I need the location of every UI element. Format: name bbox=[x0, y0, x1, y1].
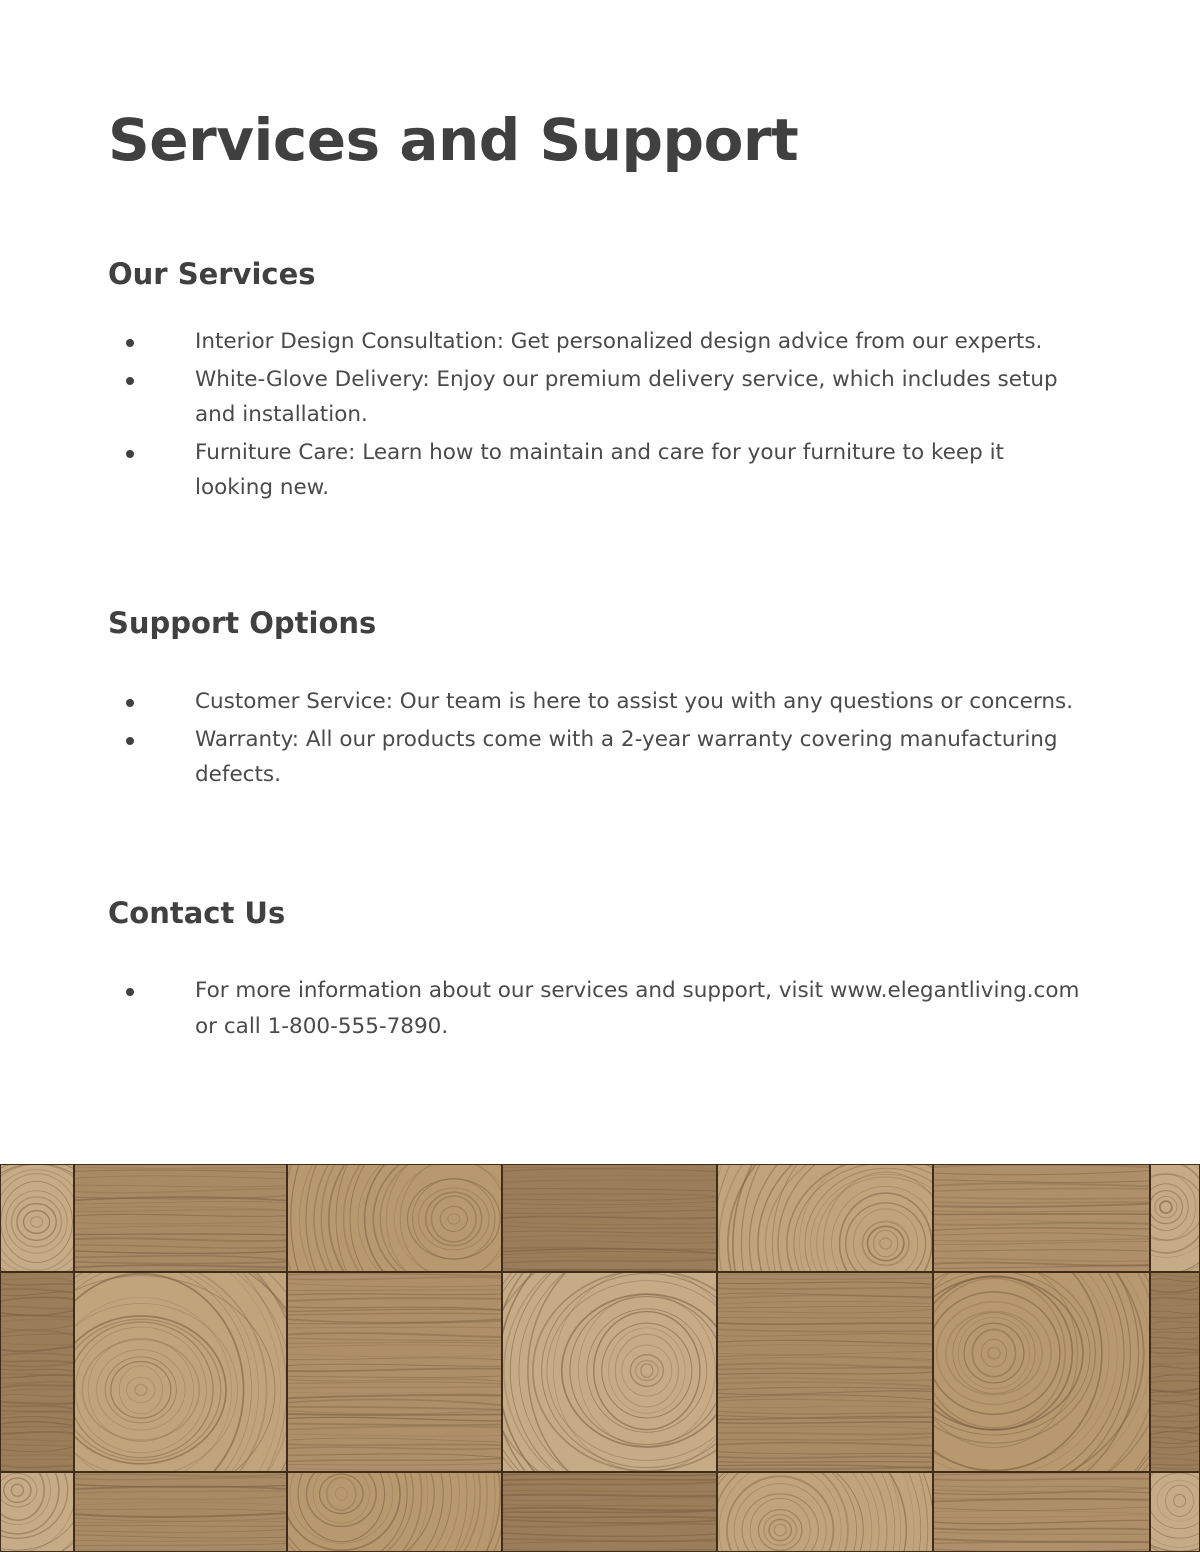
bullet-icon bbox=[126, 339, 134, 347]
list-item bbox=[108, 324, 1088, 360]
wood-tile bbox=[717, 1272, 933, 1472]
wood-tile bbox=[0, 1272, 74, 1472]
wood-tiles-graphic bbox=[0, 1164, 1200, 1552]
list-item-text: White-Glove Delivery: Enjoy our premium delivery service, which includes setup and installation. bbox=[195, 366, 1058, 427]
list-item-text: For more information about our services and support, visit www.elegantliving.com or call 1-800-555-7890. bbox=[195, 978, 1080, 1039]
wood-tile bbox=[74, 1472, 287, 1552]
bullet-icon bbox=[126, 988, 134, 996]
list-item bbox=[108, 684, 1088, 720]
our-services-heading: Our Services bbox=[108, 257, 316, 291]
support-options-list bbox=[108, 684, 1088, 795]
list-item bbox=[108, 722, 1088, 793]
bullet-icon bbox=[126, 377, 134, 385]
wood-tile bbox=[1150, 1272, 1200, 1472]
bullet-icon bbox=[126, 699, 134, 707]
list-item-text: Furniture Care: Learn how to maintain and care for your furniture to keep it looking new. bbox=[195, 439, 1004, 500]
list-item bbox=[108, 362, 1088, 433]
list-item bbox=[108, 973, 1088, 1044]
wood-tile bbox=[287, 1272, 502, 1473]
wood-tile bbox=[74, 1164, 287, 1272]
bullet-icon bbox=[126, 450, 134, 458]
contact-us-list bbox=[108, 973, 1088, 1046]
wood-tile bbox=[933, 1472, 1150, 1552]
contact-us-heading: Contact Us bbox=[108, 896, 286, 930]
wood-tile bbox=[502, 1472, 717, 1552]
support-options-heading: Support Options bbox=[108, 606, 377, 640]
list-item-text: Interior Design Consultation: Get personalized design advice from our experts. bbox=[195, 329, 1043, 354]
list-item bbox=[108, 435, 1088, 506]
wood-tile bbox=[502, 1164, 717, 1272]
wood-tile-image bbox=[0, 1164, 1200, 1552]
our-services-list bbox=[108, 324, 1088, 508]
wood-tile bbox=[933, 1164, 1150, 1272]
page-title: Services and Support bbox=[108, 106, 799, 174]
bullet-icon bbox=[126, 737, 134, 745]
list-item-text: Warranty: All our products come with a 2-year warranty covering manufacturing defects. bbox=[195, 726, 1058, 787]
list-item-text: Customer Service: Our team is here to assist you with any questions or concerns. bbox=[195, 689, 1074, 714]
